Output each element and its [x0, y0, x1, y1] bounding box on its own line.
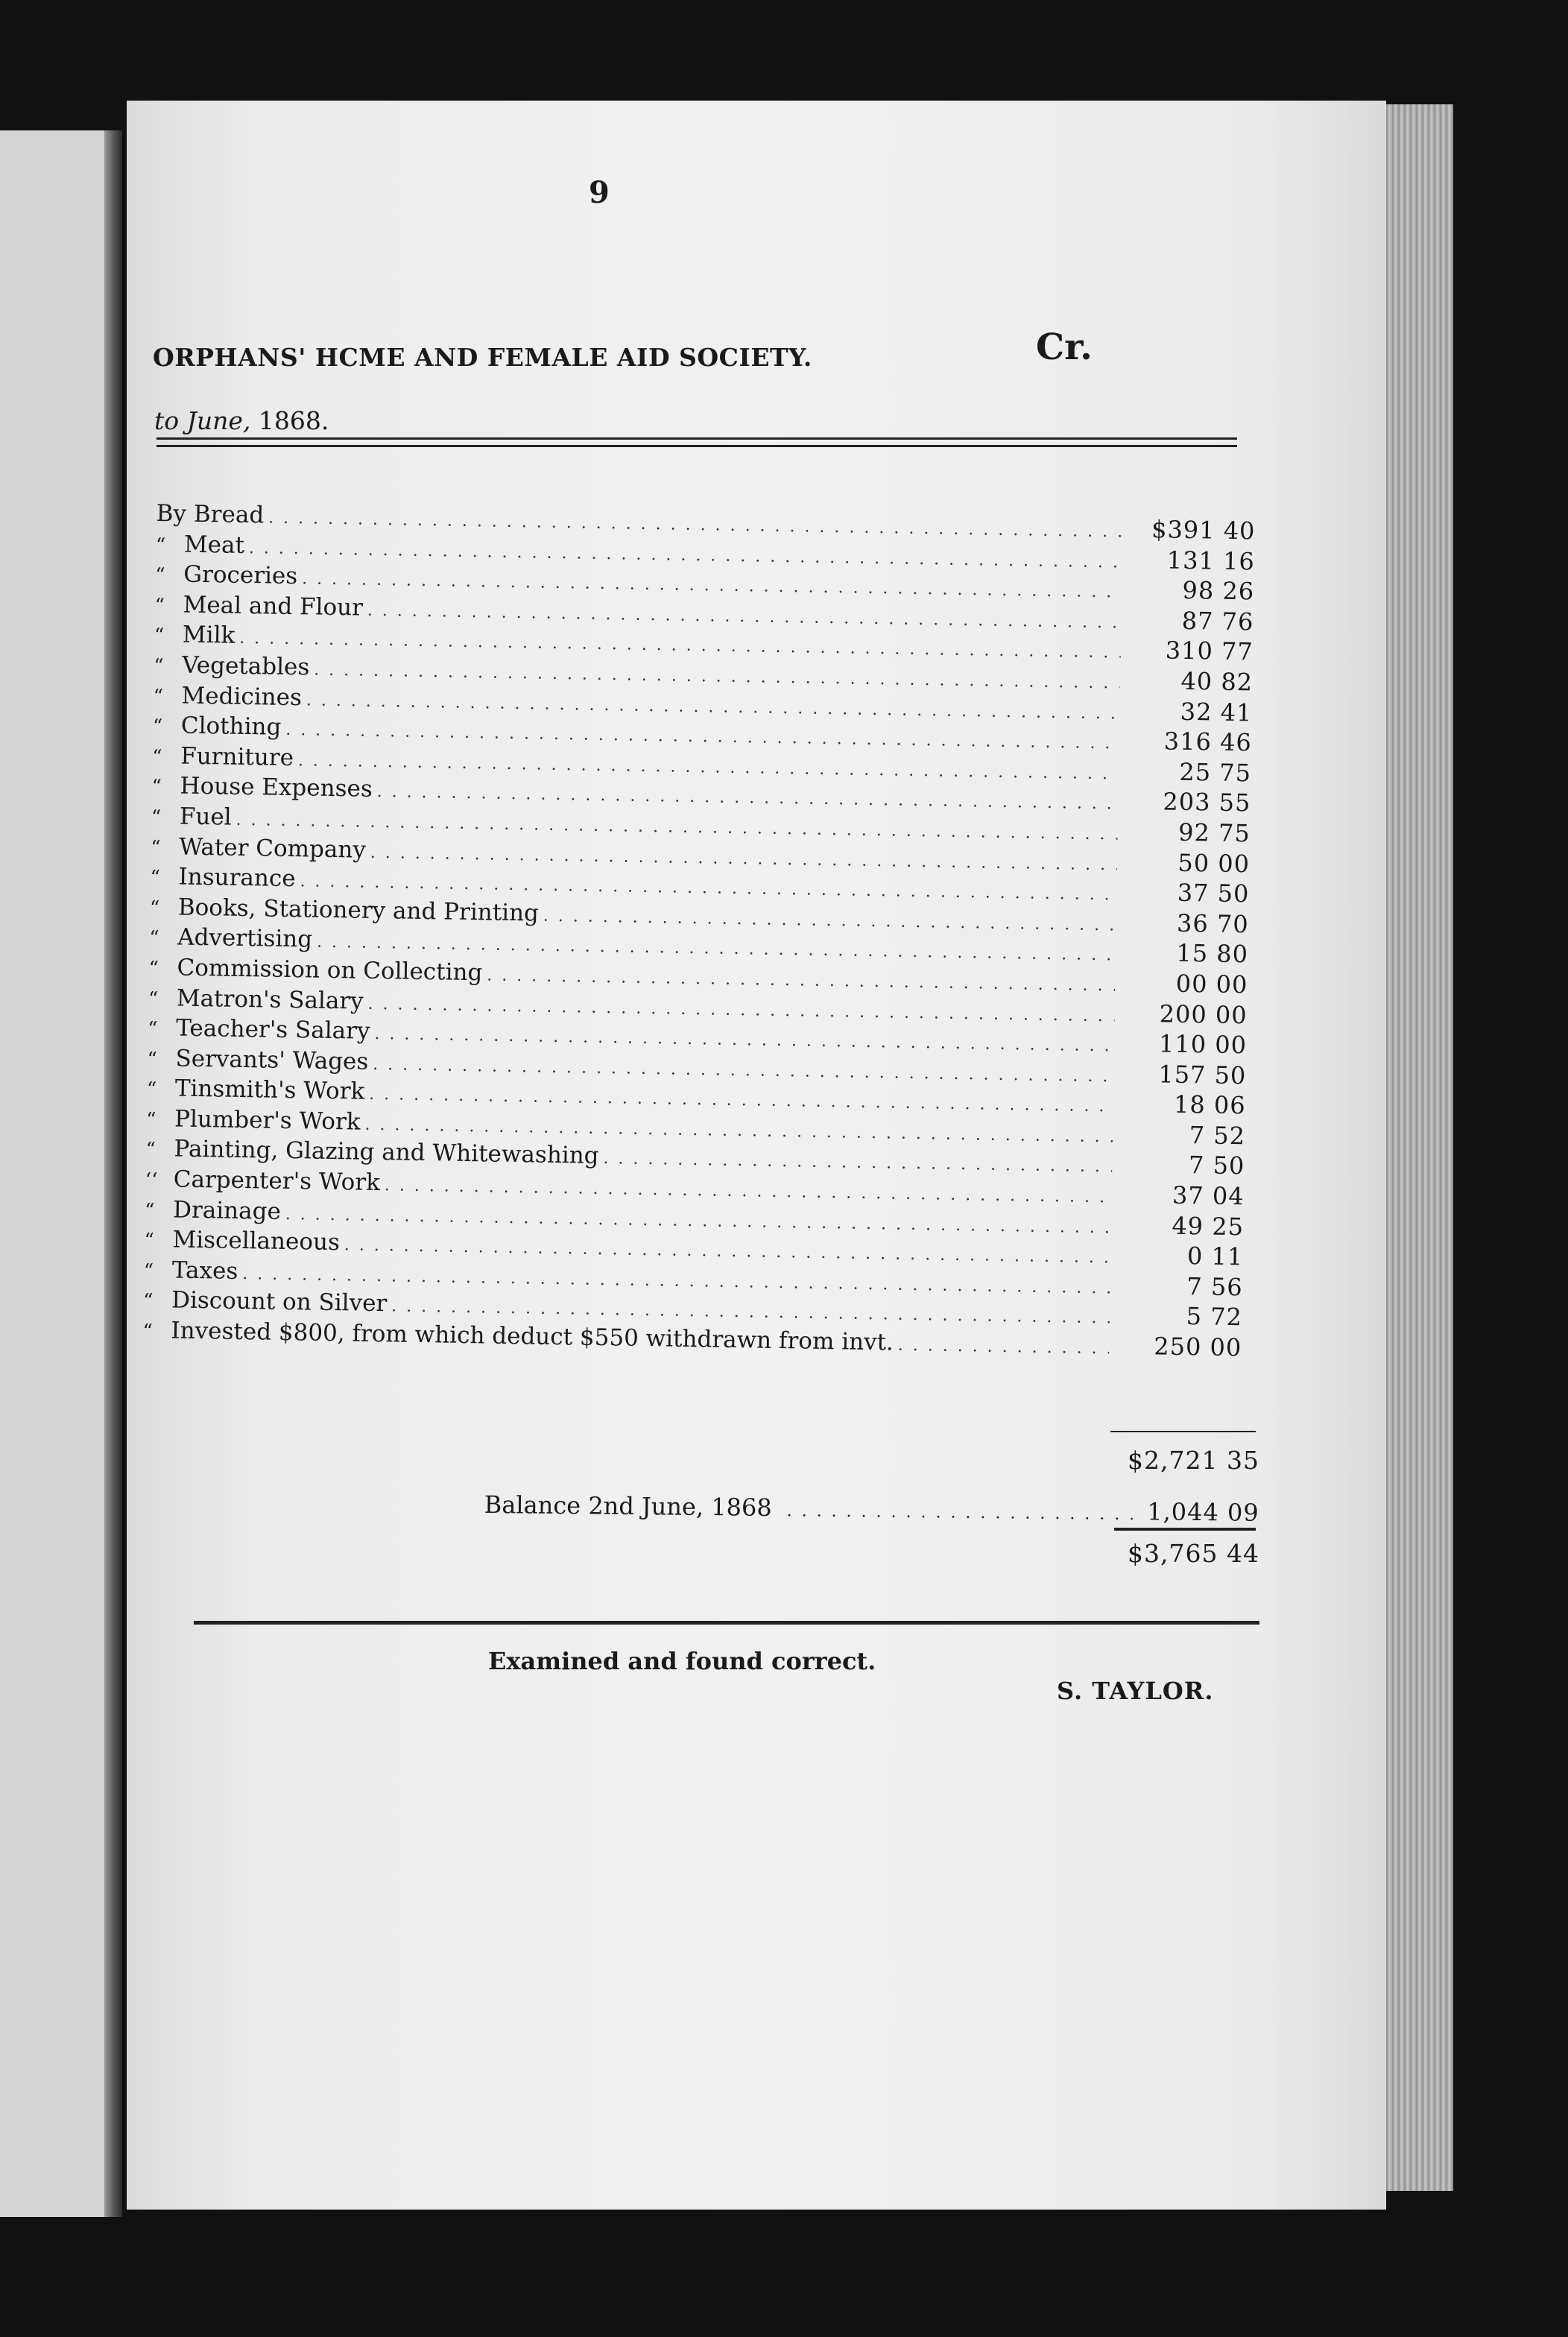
row-label: Miscellaneous [172, 1226, 341, 1256]
row-prefix: “ [151, 806, 162, 829]
row-label: Fuel [179, 803, 232, 831]
row-label: Teacher's Salary [175, 1014, 370, 1045]
row-label: Meat [183, 531, 245, 559]
row-label: Servants' Wages [175, 1045, 369, 1075]
total-rule [1114, 1528, 1256, 1531]
row-label: Insurance [178, 863, 296, 893]
row-label: Clothing [180, 712, 282, 741]
row-amount: 49 25 [1172, 1211, 1245, 1241]
row-label: Groceries [183, 560, 298, 590]
page-number: 9 [589, 175, 610, 210]
row-prefix: “ [148, 927, 159, 950]
row-label: Vegetables [181, 651, 310, 681]
row-label: Books, Stationery and Printing [177, 894, 540, 927]
row-prefix: “ [148, 987, 159, 1011]
row-amount: $391 40 [1151, 515, 1256, 545]
row-prefix: “ [150, 867, 161, 890]
ledger-entries [142, 498, 1256, 1363]
row-label: Furniture [180, 742, 294, 771]
row-amount: 250 00 [1154, 1332, 1242, 1362]
row-label: Advertising [177, 923, 313, 953]
balance-amount: 1,044 09 [1147, 1497, 1259, 1527]
subtotal-amount: $2,721 35 [1128, 1446, 1259, 1475]
row-prefix: “ [142, 1320, 153, 1344]
dot-leader [898, 1331, 1110, 1364]
row-prefix: “ [150, 836, 161, 859]
row-label: Invested $800, from which deduct $550 withdrawn from invt. [171, 1317, 894, 1356]
row-amount: 50 00 [1177, 848, 1251, 878]
row-amount: 18 06 [1173, 1090, 1246, 1120]
row-label: Matron's Salary [176, 984, 364, 1015]
row-prefix: “ [155, 534, 166, 557]
row-prefix: “ [153, 685, 164, 708]
row-prefix: “ [154, 624, 165, 648]
row-prefix: “ [152, 715, 163, 739]
period-year: 1868. [258, 406, 329, 435]
row-prefix: “ [147, 1048, 158, 1071]
row-amount: 37 50 [1177, 878, 1250, 908]
row-prefix: “ [144, 1199, 155, 1222]
row-label: Water Company [178, 833, 367, 864]
period-line [154, 406, 329, 435]
header-rule-top [157, 437, 1237, 440]
row-label: Taxes [171, 1256, 238, 1285]
row-amount: 15 80 [1176, 939, 1249, 969]
row-label: Plumber's Work [174, 1105, 361, 1136]
row-amount: 98 26 [1182, 576, 1255, 606]
period-month: to June, [154, 406, 251, 435]
auditor-signature: S. TAYLOR. [1057, 1677, 1214, 1705]
row-label: House Expenses [180, 772, 373, 803]
row-label: Discount on Silver [171, 1286, 388, 1318]
row-prefix: “ [151, 745, 162, 768]
row-label: Milk [182, 621, 235, 650]
row-amount: 7 50 [1188, 1151, 1245, 1180]
row-amount: 200 00 [1159, 999, 1248, 1029]
examined-note: Examined and found correct. [488, 1647, 876, 1675]
row-prefix: “ [143, 1259, 154, 1283]
credit-heading: Cr. [1036, 326, 1093, 368]
row-prefix: “ [148, 957, 159, 981]
row-label: Bread [193, 500, 265, 529]
row-prefix: “ [155, 564, 165, 587]
row-amount: 310 77 [1165, 636, 1254, 666]
row-prefix: “ [145, 1108, 157, 1131]
dot-leader [787, 1502, 1133, 1524]
row-amount: 5 72 [1186, 1302, 1243, 1332]
row-label: Commission on Collecting [177, 954, 483, 987]
row-label: Painting, Glazing and Whitewashing [174, 1135, 599, 1170]
row-amount: 157 50 [1158, 1060, 1247, 1090]
row-prefix: “ [147, 1017, 158, 1041]
row-amount: 87 76 [1181, 606, 1254, 636]
balance-label: Balance 2nd June, 1868 [484, 1490, 772, 1522]
row-amount: 316 46 [1163, 727, 1253, 757]
row-prefix: ‘‘ [145, 1168, 158, 1192]
row-amount: 40 82 [1180, 666, 1254, 697]
row-amount: 37 04 [1172, 1180, 1245, 1211]
row-prefix: “ [151, 776, 162, 799]
grand-total-amount: $3,765 44 [1128, 1539, 1259, 1568]
row-prefix: “ [149, 896, 160, 920]
row-amount: 36 70 [1176, 908, 1250, 939]
facing-page [0, 130, 112, 2217]
row-amount: 25 75 [1179, 757, 1252, 788]
row-label: Tinsmith's Work [174, 1075, 365, 1106]
row-label: Carpenter's Work [173, 1166, 381, 1197]
row-amount: 32 41 [1180, 697, 1253, 727]
row-label: Drainage [172, 1196, 282, 1225]
row-amount: 110 00 [1158, 1029, 1248, 1060]
row-prefix: “ [154, 594, 165, 617]
subtotal-rule [1110, 1431, 1256, 1432]
row-amount: 131 16 [1166, 545, 1256, 576]
header-rule-bottom [157, 445, 1237, 447]
society-title: ORPHANS' HCME AND FEMALE AID SOCIETY. [153, 343, 812, 372]
row-prefix: “ [144, 1230, 155, 1253]
row-amount: 92 75 [1177, 818, 1251, 848]
row-prefix: “ [154, 654, 164, 678]
row-amount: 00 00 [1175, 969, 1248, 999]
row-prefix: By [156, 499, 187, 528]
row-amount: 7 52 [1189, 1120, 1246, 1151]
book-gutter [104, 130, 122, 2217]
row-amount: 203 55 [1163, 787, 1251, 818]
row-amount: 0 11 [1186, 1242, 1244, 1271]
footer-rule [194, 1621, 1259, 1625]
row-prefix: “ [142, 1290, 154, 1313]
row-label: Meal and Flour [183, 591, 364, 622]
row-amount: 7 56 [1186, 1271, 1243, 1302]
row-prefix: “ [145, 1139, 157, 1162]
row-label: Medicines [181, 682, 303, 711]
row-prefix: “ [146, 1078, 157, 1101]
